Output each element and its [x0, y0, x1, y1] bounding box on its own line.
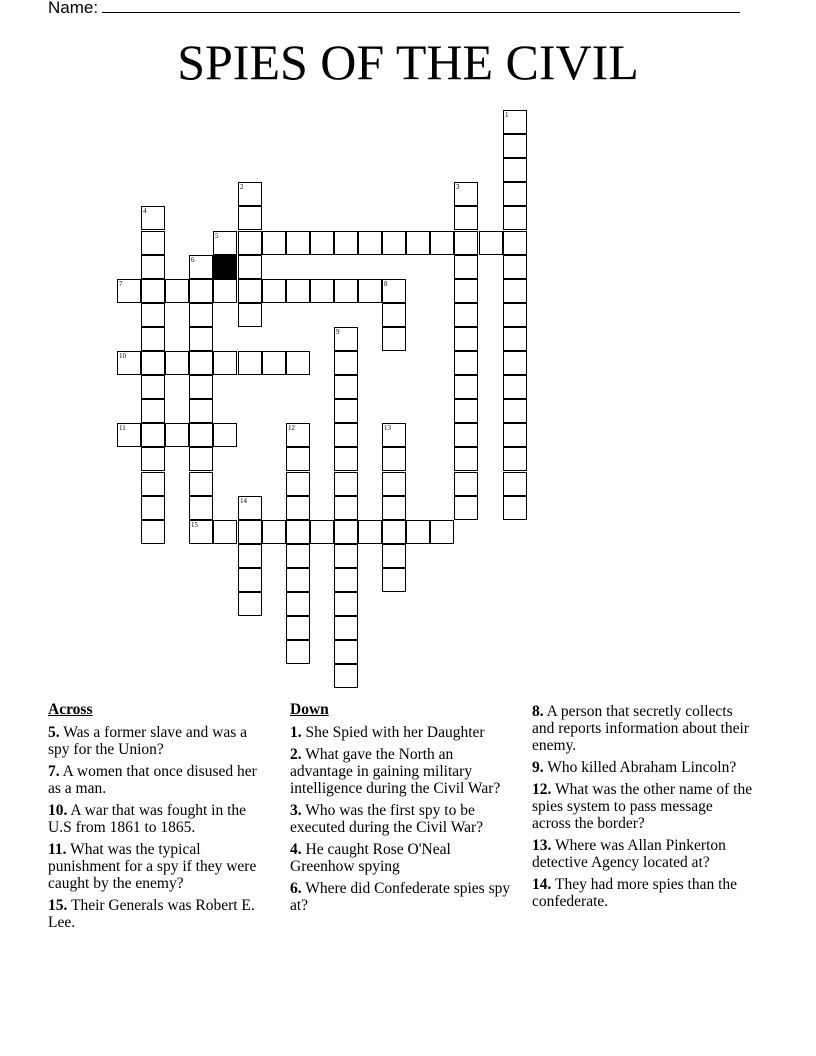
- grid-cell[interactable]: [503, 472, 527, 496]
- down-clue-2: 2. What gave the North an advantage in gaining military intelligence during the Civil War?: [290, 746, 501, 797]
- grid-cell[interactable]: [238, 255, 262, 279]
- grid-cell[interactable]: [454, 399, 478, 423]
- down-clues: [290, 700, 512, 919]
- cell-number: 11: [119, 424, 126, 432]
- grid-cell[interactable]: [454, 327, 478, 351]
- grid-cell[interactable]: [213, 279, 237, 303]
- grid-cell[interactable]: [141, 279, 165, 303]
- grid-cell[interactable]: [334, 279, 358, 303]
- grid-cell[interactable]: [117, 351, 141, 375]
- grid-cell[interactable]: [286, 520, 310, 544]
- grid-cell[interactable]: [503, 423, 527, 447]
- grid-cell[interactable]: [238, 303, 262, 327]
- grid-cell[interactable]: [334, 520, 358, 544]
- grid-cell[interactable]: [286, 472, 310, 496]
- grid-cell[interactable]: [406, 231, 430, 255]
- grid-cell[interactable]: [358, 231, 382, 255]
- grid-cell[interactable]: [454, 231, 478, 255]
- grid-cell[interactable]: [382, 520, 406, 544]
- grid-cell[interactable]: [286, 592, 310, 616]
- grid-cell[interactable]: [286, 544, 310, 568]
- grid-cell[interactable]: [310, 279, 334, 303]
- grid-cell[interactable]: [165, 423, 189, 447]
- grid-cell[interactable]: [334, 231, 358, 255]
- grid-cell[interactable]: [503, 351, 527, 375]
- grid-cell[interactable]: [334, 664, 358, 688]
- grid-cell[interactable]: [141, 303, 165, 327]
- grid-cell[interactable]: [382, 327, 406, 351]
- cell-number: 1: [505, 111, 509, 119]
- down-clue-14: 14. They had more spies than the confederate.: [532, 876, 738, 910]
- across-clues: [48, 700, 270, 936]
- cell-number: 14: [240, 497, 247, 505]
- down-clue-13: 13. Where was Allan Pinkerton detective Agency located at?: [532, 837, 726, 871]
- grid-cell[interactable]: [286, 640, 310, 664]
- grid-cell[interactable]: [382, 496, 406, 520]
- cell-number: 7: [119, 280, 123, 288]
- grid-cell[interactable]: [382, 472, 406, 496]
- grid-cell[interactable]: [334, 616, 358, 640]
- grid-cell[interactable]: [262, 351, 286, 375]
- grid-cell[interactable]: [454, 496, 478, 520]
- grid-cell[interactable]: [286, 447, 310, 471]
- grid-cell[interactable]: [382, 303, 406, 327]
- grid-cell[interactable]: [430, 231, 454, 255]
- cell-number: 2: [240, 183, 244, 191]
- grid-cell[interactable]: [189, 279, 213, 303]
- grid-cell[interactable]: [189, 399, 213, 423]
- grid-cell[interactable]: [286, 568, 310, 592]
- cell-number: 9: [336, 328, 340, 336]
- grid-cell[interactable]: [454, 472, 478, 496]
- grid-cell[interactable]: [382, 544, 406, 568]
- grid-cell[interactable]: [479, 231, 503, 255]
- grid-cell[interactable]: [286, 231, 310, 255]
- grid-cell[interactable]: [503, 134, 527, 158]
- grid-cell[interactable]: [213, 351, 237, 375]
- down-clue-4: 4. He caught Rose O'Neal Greenhow spying: [290, 841, 451, 875]
- grid-cell[interactable]: [503, 496, 527, 520]
- grid-cell[interactable]: [238, 279, 262, 303]
- cell-number: 4: [143, 207, 147, 215]
- grid-cell[interactable]: [141, 351, 165, 375]
- cell-number: 3: [456, 183, 460, 191]
- grid-cell[interactable]: [454, 206, 478, 230]
- grid-cell[interactable]: [238, 592, 262, 616]
- grid-cell[interactable]: [503, 110, 527, 134]
- grid-cell[interactable]: [358, 279, 382, 303]
- down-heading: Down: [290, 701, 329, 718]
- grid-cell[interactable]: [189, 520, 213, 544]
- grid-cell[interactable]: [238, 568, 262, 592]
- down-clue-3: 3. Who was the first spy to be executed during the Civil War?: [290, 802, 484, 836]
- grid-cell[interactable]: [286, 279, 310, 303]
- grid-cell[interactable]: [286, 351, 310, 375]
- across-clue-11: 11. What was the typical punishment for a spy if they were caught by the enemy?: [48, 841, 257, 892]
- grid-cell[interactable]: [334, 640, 358, 664]
- grid-cell[interactable]: [117, 423, 141, 447]
- grid-cell[interactable]: [503, 399, 527, 423]
- grid-cell[interactable]: [406, 520, 430, 544]
- grid-cell[interactable]: [503, 375, 527, 399]
- across-clue-10: 10. A war that was fought in the U.S from 1861 to 1865.: [48, 802, 247, 836]
- down-clue-12: 12. What was the other name of the spies system to pass message across the border?: [532, 781, 753, 832]
- grid-cell[interactable]: [503, 327, 527, 351]
- grid-cell[interactable]: [454, 279, 478, 303]
- grid-cell[interactable]: [141, 520, 165, 544]
- grid-cell[interactable]: [189, 423, 213, 447]
- cell-number: 15: [191, 521, 198, 529]
- grid-cell[interactable]: [286, 496, 310, 520]
- grid-cell[interactable]: [141, 447, 165, 471]
- grid-cell[interactable]: [334, 351, 358, 375]
- grid-cell[interactable]: [141, 423, 165, 447]
- name-label: Name:: [48, 0, 99, 17]
- grid-cell[interactable]: [213, 520, 237, 544]
- black-cell: [213, 255, 237, 279]
- grid-cell[interactable]: [238, 182, 262, 206]
- grid-cell[interactable]: [189, 351, 213, 375]
- grid-cell[interactable]: [334, 423, 358, 447]
- across-heading: Across: [48, 701, 93, 718]
- cell-number: 13: [384, 424, 391, 432]
- grid-cell[interactable]: [262, 279, 286, 303]
- grid-cell[interactable]: [286, 423, 310, 447]
- grid-cell[interactable]: [503, 255, 527, 279]
- grid-cell[interactable]: [238, 544, 262, 568]
- across-clue-15: 15. Their Generals was Robert E. Lee.: [48, 897, 255, 931]
- across-clue-7: 7. A women that once disused her as a man.: [48, 763, 257, 797]
- grid-cell[interactable]: [454, 351, 478, 375]
- grid-cell[interactable]: [117, 279, 141, 303]
- grid-cell[interactable]: [141, 231, 165, 255]
- cell-number: 5: [215, 232, 219, 240]
- down-clues-continued: [532, 703, 754, 915]
- down-clue-9: 9. Who killed Abraham Lincoln?: [532, 759, 737, 776]
- grid-cell[interactable]: [213, 423, 237, 447]
- grid-cell[interactable]: [189, 303, 213, 327]
- grid-cell[interactable]: [503, 447, 527, 471]
- across-clue-5: 5. Was a former slave and was a spy for the Union?: [48, 724, 248, 758]
- cell-number: 10: [119, 352, 126, 360]
- grid-cell[interactable]: [454, 375, 478, 399]
- grid-cell[interactable]: [358, 520, 382, 544]
- grid-cell[interactable]: [286, 616, 310, 640]
- grid-cell[interactable]: [454, 423, 478, 447]
- grid-cell[interactable]: [165, 279, 189, 303]
- grid-cell[interactable]: [334, 375, 358, 399]
- grid-cell[interactable]: [213, 231, 237, 255]
- grid-cell[interactable]: [382, 423, 406, 447]
- grid-cell[interactable]: [262, 231, 286, 255]
- grid-cell[interactable]: [430, 520, 454, 544]
- cell-number: 8: [384, 280, 388, 288]
- grid-cell[interactable]: [189, 327, 213, 351]
- grid-cell[interactable]: [141, 399, 165, 423]
- grid-cell[interactable]: [503, 303, 527, 327]
- cell-number: 6: [191, 256, 195, 264]
- grid-cell[interactable]: [141, 327, 165, 351]
- grid-cell[interactable]: [141, 255, 165, 279]
- grid-cell[interactable]: [165, 351, 189, 375]
- grid-cell[interactable]: [262, 520, 286, 544]
- grid-cell[interactable]: [334, 496, 358, 520]
- grid-cell[interactable]: [141, 496, 165, 520]
- grid-cell[interactable]: [382, 231, 406, 255]
- grid-cell[interactable]: [334, 472, 358, 496]
- grid-cell[interactable]: [454, 182, 478, 206]
- grid-cell[interactable]: [189, 472, 213, 496]
- grid-cell[interactable]: [334, 544, 358, 568]
- grid-cell[interactable]: [454, 303, 478, 327]
- grid-cell[interactable]: [141, 375, 165, 399]
- cell-number: 12: [288, 424, 295, 432]
- grid-cell[interactable]: [503, 231, 527, 255]
- puzzle-title: SPIES OF THE CIVIL: [177, 34, 639, 90]
- grid-cell[interactable]: [334, 568, 358, 592]
- grid-cell[interactable]: [189, 447, 213, 471]
- grid-cell[interactable]: [334, 399, 358, 423]
- grid-cell[interactable]: [382, 279, 406, 303]
- grid-cell[interactable]: [189, 496, 213, 520]
- grid-cell[interactable]: [382, 447, 406, 471]
- grid-cell[interactable]: [189, 255, 213, 279]
- grid-cell[interactable]: [238, 231, 262, 255]
- grid-cell[interactable]: [238, 206, 262, 230]
- grid-cell[interactable]: [503, 182, 527, 206]
- grid-cell[interactable]: [454, 447, 478, 471]
- grid-cell[interactable]: [503, 206, 527, 230]
- grid-cell[interactable]: [503, 158, 527, 182]
- grid-cell[interactable]: [454, 255, 478, 279]
- grid-cell[interactable]: [141, 206, 165, 230]
- down-clue-1: 1. She Spied with her Daughter: [290, 724, 485, 741]
- grid-cell[interactable]: [189, 375, 213, 399]
- grid-cell[interactable]: [310, 231, 334, 255]
- grid-cell[interactable]: [334, 447, 358, 471]
- down-clue-6: 6. Where did Confederate spies spy at?: [290, 880, 511, 914]
- grid-cell[interactable]: [238, 496, 262, 520]
- grid-cell[interactable]: [238, 351, 262, 375]
- grid-cell[interactable]: [238, 520, 262, 544]
- grid-cell[interactable]: [334, 592, 358, 616]
- grid-cell[interactable]: [141, 472, 165, 496]
- grid-cell[interactable]: [310, 520, 334, 544]
- grid-cell[interactable]: [334, 327, 358, 351]
- grid-cell[interactable]: [382, 568, 406, 592]
- down-clue-8: 8. A person that secretly collects and reports information about their enemy.: [532, 703, 749, 754]
- grid-cell[interactable]: [503, 279, 527, 303]
